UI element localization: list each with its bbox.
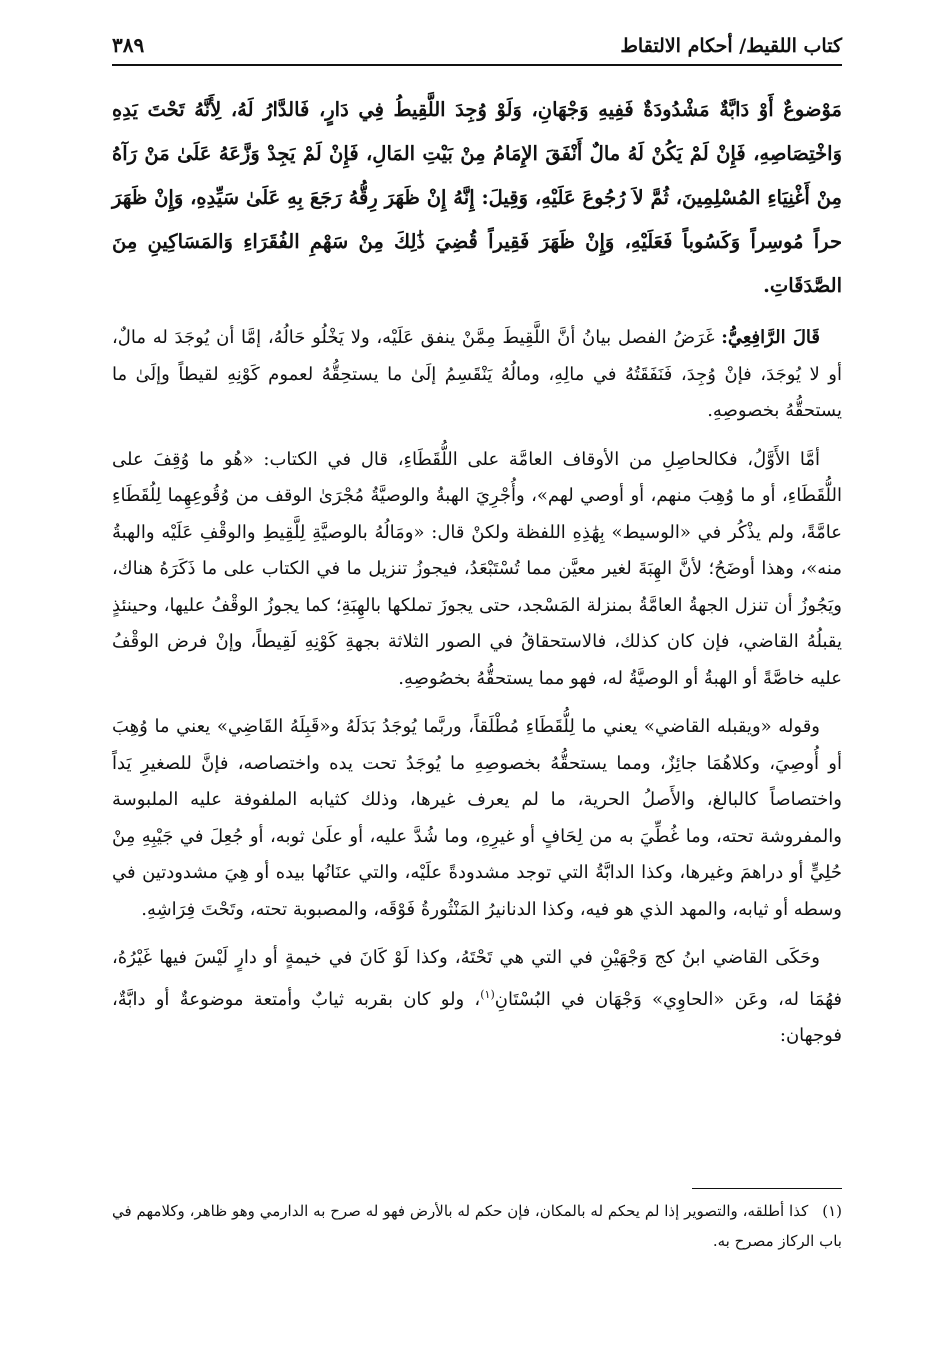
commentary-paragraph	[112, 709, 842, 928]
running-header	[112, 28, 842, 66]
commentary-paragraph	[112, 940, 842, 1055]
commentary-paragraph	[112, 442, 842, 698]
paragraph-text: وحَكَى القاضي ابنُ كج وَجْهَيْنِ في التي هي تَحْتَهُ، وكذا لَوْ كَانَ في خيمةٍ أو دارٍ لَيْسَ فيها غَيْرُهُ، فهُمَا له، وعَن «الحاوِي» وَجْهَان في البُسْتَانِ	[112, 947, 842, 1010]
commentary-paragraph	[112, 320, 842, 430]
paragraph-lead: قَالَ الرَّافِعِيُّ:	[721, 327, 820, 348]
chapter-title: كتاب اللقيط/ أحكام الالتقاط	[620, 35, 842, 57]
book-page	[112, 28, 842, 1328]
page-number: ٣٨٩	[112, 33, 145, 57]
footnote-text: كذا أطلقه، والتصوير إذا لم يحكم له بالمكان، فإن حكم له بالأرض فهو له صرح به الدارمي وهو ظاهر، وكلامهم في باب الركاز مصرح به.	[112, 1202, 842, 1250]
footnote-reference[interactable]: (١)	[480, 987, 495, 1001]
footnote-divider	[692, 1188, 842, 1189]
paragraph-text: وقوله «ويقبله القاضي» يعني ما لِلُّقَطَاءِ مُطْلَقاً، وربَّما يُوجَدُ بَدَلَهُ و«قَبِلَهُ القَاضِي» يعني ما وُهِبَ أو أُوصِيَ، وكلاهُمَا جائِزٌ، ومما يستحقُّهُ بخصوصِهِ ما يُوجَدُ تحت يده واختصاصه، فإنَّ للصغيرِ يَداً واختصاصاً كالبالغ، والأَصلُ الحرية، ما لم يعرف غيرها، وذلك كثيابه الملفوفة عليه الملبوسة والمفروشة تحته، وما غُطِّيَ به من لِحَافٍ أو غيرِهِ، وما شُدَّ عليه، أو علَىٰ ثوبه، أو جُعِلَ في جَيْبِهِ مِنْ حُلِيٍّ أو دراهمَ وغيرها، وكذا الدابَّةُ التي توجد مشدودةً علَيْه، والتي عنَانُها بيده أو هِيَ مشدودتين في وسطه أو ثيابه، والمهد الذي هو فيه، وكذا الدنانيرُ المَنْثُورةُ فَوْقَه، والمصبوبة تحته، وتَحْتَ فِرَاشِهِ.	[112, 716, 842, 920]
paragraph-text: أمَّا الأَوَّلُ، فكالحاصِلِ من الأوقاف العامَّة على اللُّقَطَاءِ، قال في الكتاب: «هُو ما وُقِفَ على اللُّقَطَاءِ، أو ما وُهِبَ منهم، أو أوصي لهم»، وأُجْرِيَ الهبةُ والوصيَّةُ مُجْرَىٰ الوقف من وُقُوعِهِما لِلُقَطَاءِ عامَّةً، ولم يذْكُر في «الوسيط» بِهَٰذِهِ اللفظة ولكنْ قال: «ومَالُهُ بالوصيَّةِ لِلَّقِيطِ والوقْفِ عَلَيْه والهبةُ منه»، وهذا أوضَحُ؛ لأنَّ الهِبَةَ لغير معيَّن مما تُسْتَبْعَدُ، فيجوزُ تنزيل ما في الكتاب على ما ذَكَرَهُ هناك، ويَجُوزُ أن تنزل الجهةُ العامَّةُ بمنزلة المَسْجد، حتى يجوزَ تملكها بالهِبَةِ؛ كما يجوزُ الوقْفُ عليها، وحينئذٍ يقبلُهُ القاضي، فإن كان كذلك، فالاستحقاقُ في الصور الثلاثة بجهةِ كَوْنِهِ لَقِيطاً، وإنْ فرض الوقْفُ عليه خاصَّةً أو الهبةُ أو الوصيَّةُ له، فهو مما يستحقُّهُ بخصُوصِهِ.	[112, 448, 842, 689]
paragraph-text-continued: ، ولو كان بقربه ثيابٌ وأمتعة موضوعةٌ أو دابَّةٌ، فوجهان:	[112, 988, 842, 1046]
paragraph-text: غَرَضُ الفصل بيانُ أنَّ اللَّقِيطَ مِمَّنْ ينفق عَلَيْه، ولا يَخْلُو حَالُهُ، إمَّا أن يُوجَدَ له مالٌ، أو لا يُوجَدَ، فإنْ وُجِدَ، فَنَفَقَتُهُ في مالِهِ، ومالُهُ يَنْقَسِمُ إلَىٰ ما يستحِقُّهُ لعموم كَوْنِهِ لقيطاً وإلَىٰ ما يستحقُّهُ بخصوصِهِ.	[112, 327, 842, 421]
footnote	[112, 1196, 842, 1256]
main-text: مَوْضوعٌ أَوْ دَابَّةٌ مَشْدُودَةٌ فَفِيهِ وَجْهَانِ، وَلَوْ وُجِدَ اللَّقِيطُ فِي دَارٍ، فَالدَّارُ لَهُ، لِأَنَّهُ تَحْتَ يَدِهِ وَاخْتِصَاصِهِ، فَإِنْ لَمْ يَكُنْ لَهُ مالٌ أَنْفَقَ الإِمَامُ مِنْ بَيْتِ المَالِ، فَإِنْ لَمْ يَجِدْ وَزَّعَهُ عَلَىٰ مَنْ رَآهُ مِنْ أَغْنِيَاءِ المُسْلِمِينَ، ثُمَّ لاَ رُجُوعَ عَلَيْهِ، وَقِيلَ: إِنَّهُ إِنْ ظَهَرَ رِقُّهُ رَجَعَ بِهِ عَلَىٰ سَيِّدِهِ، وَإِنْ ظَهَرَ حراً مُوسِراً وَكَسُوباً فَعَلَيْهِ، وَإِنْ ظَهَرَ فَقِيراً قُضِيَ ذَٰلِكَ مِنْ سَهْمِ الفُقَرَاءِ وَالمَسَاكِينِ مِنَ الصَّدَقَاتِ.	[112, 98, 842, 297]
footnote-number: (١)	[822, 1202, 842, 1220]
